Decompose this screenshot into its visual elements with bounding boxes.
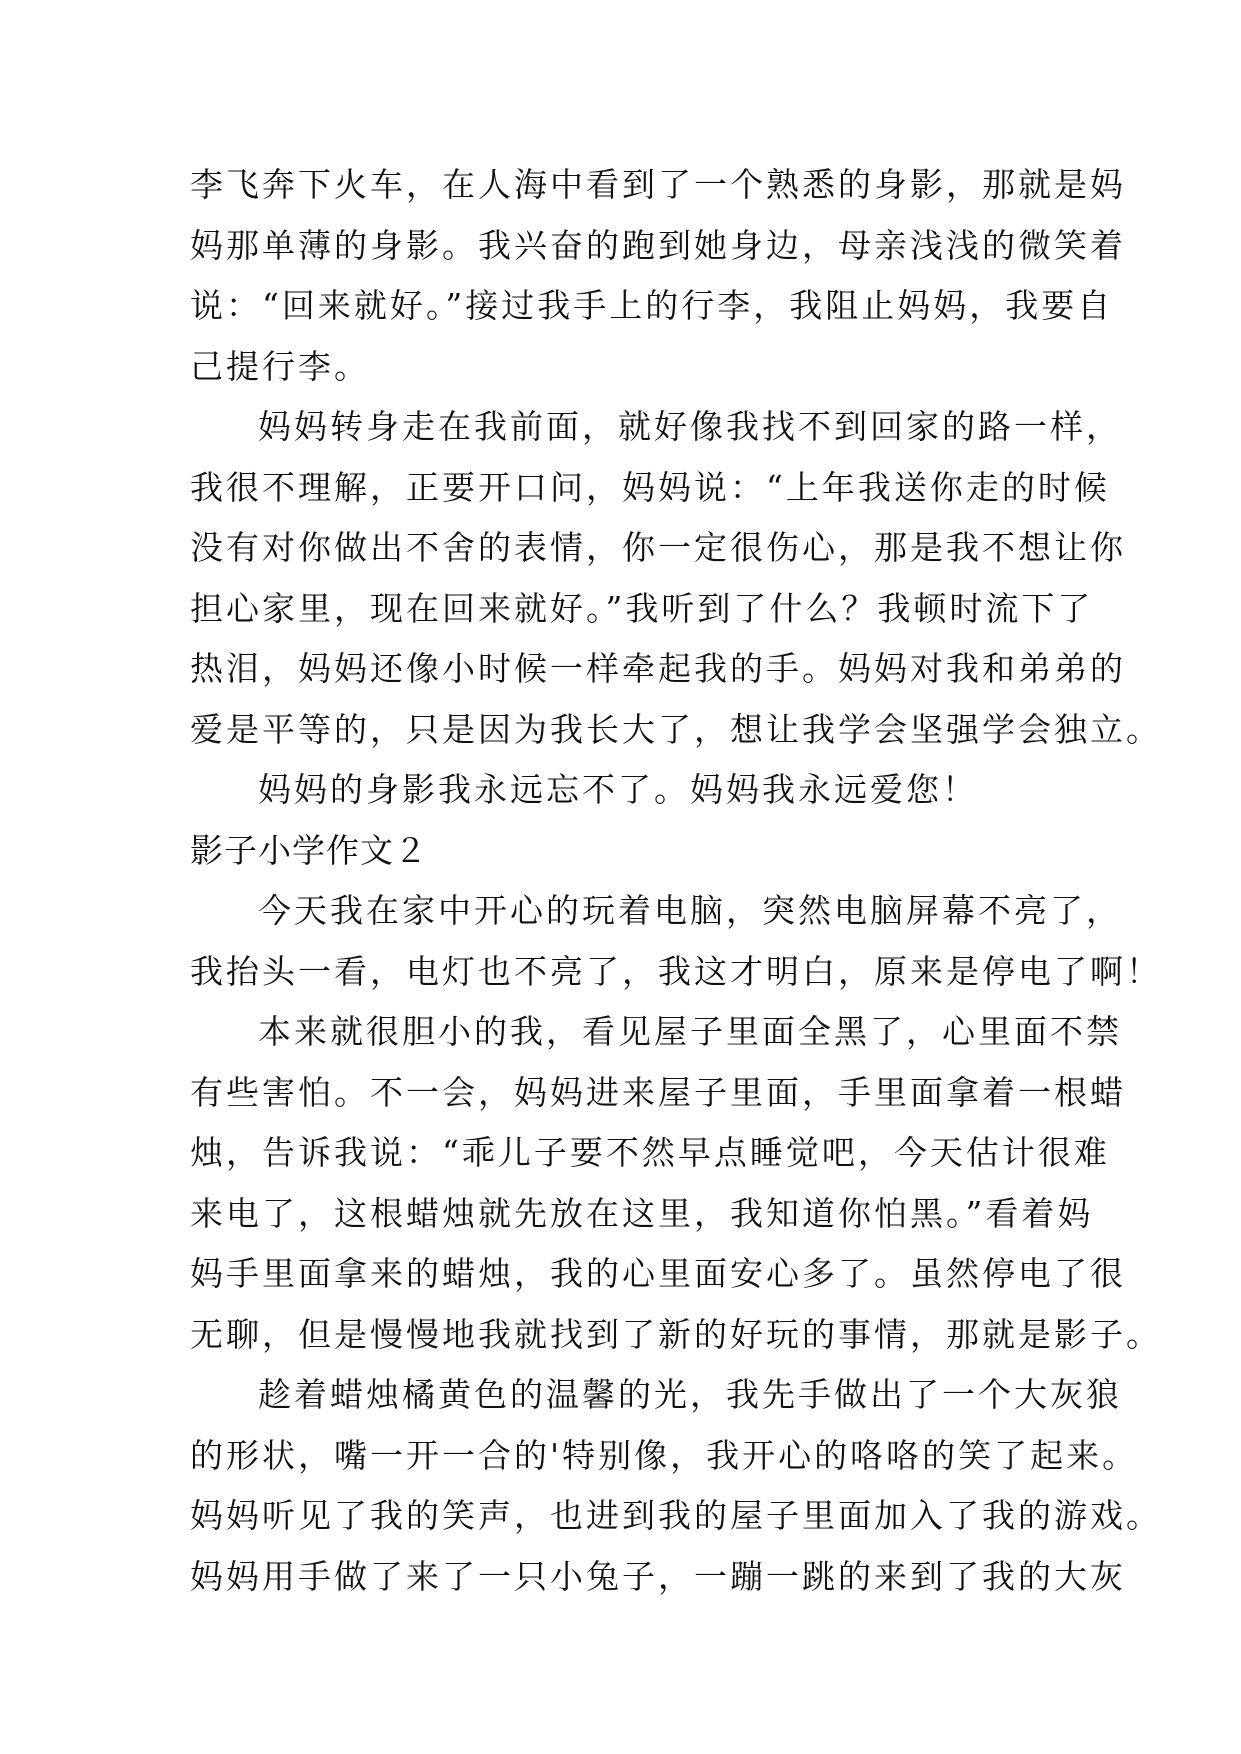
text-line: 的形状，嘴一开一合的'特别像，我开心的咯咯的笑了起来。 [190,1435,1139,1475]
text-line: 我抬头一看，电灯也不亮了，我这才明白，原来是停电了啊！ [190,951,1162,991]
text-line: 今天我在家中开心的玩着电脑，突然电脑屏幕不亮了， [258,891,1122,930]
text-line: 己提行李。 [190,346,370,386]
heading-line: 影子小学作文２ [190,830,428,870]
text-line: 本来就很胆小的我，看见屋子里面全黑了，心里面不禁 [258,1012,1122,1051]
text-line: 妈妈听见了我的笑声，也进到我的屋子里面加入了我的游戏。 [190,1496,1162,1535]
text-line: 妈那单薄的身影。我兴奋的跑到她身边，母亲浅浅的微笑着 [190,225,1126,265]
document-body [190,155,1162,1607]
text-line: 趁着蜡烛橘黄色的温馨的光，我先手做出了一个大灰狼 [258,1375,1122,1414]
text-line: 妈妈用手做了来了一只小兔子，一蹦一跳的来到了我的大灰 [190,1556,1126,1596]
paragraph [190,760,1070,821]
text-line: 烛，告诉我说：“乖儿子要不然早点睡觉吧，今天估计很难 [190,1133,1110,1172]
text-line: 妈妈的身影我永远忘不了。妈妈我永远爱您！ [258,770,978,809]
paragraph [190,1365,1162,1607]
text-line: 有些害怕。不一会，妈妈进来屋子里面，手里面拿着一根蜡 [190,1072,1126,1112]
paragraph [190,1002,1162,1365]
text-line: 来电了，这根蜡烛就先放在这里，我知道你怕黑。”看着妈 [190,1193,1094,1233]
text-line: 李飞奔下火车，在人海中看到了一个熟悉的身影，那就是妈 [190,165,1126,204]
text-line: 担心家里，现在回来就好。”我听到了什么？我顿时流下了 [190,588,1094,628]
text-line: 爱是平等的，只是因为我长大了，想让我学会坚强学会独立。 [190,709,1162,749]
paragraph [190,397,1162,760]
text-line: 热泪，妈妈还像小时候一样牵起我的手。妈妈对我和弟弟的 [190,649,1126,688]
text-line: 说：“回来就好。”接过我手上的行李，我阻止妈妈，我要自 [190,286,1114,325]
paragraph [190,881,1162,1002]
text-line: 妈妈转身走在我前面，就好像我找不到回家的路一样， [258,407,1122,446]
section-heading [190,821,1070,882]
text-line: 我很不理解，正要开口问，妈妈说：“上年我送你走的时候 [190,467,1110,507]
text-line: 无聊，但是慢慢地我就找到了新的好玩的事情，那就是影子。 [190,1314,1162,1354]
paragraph [190,155,1126,397]
text-line: 妈手里面拿来的蜡烛，我的心里面安心多了。虽然停电了很 [190,1254,1126,1293]
text-line: 没有对你做出不舍的表情，你一定很伤心，那是我不想让你 [190,528,1126,567]
